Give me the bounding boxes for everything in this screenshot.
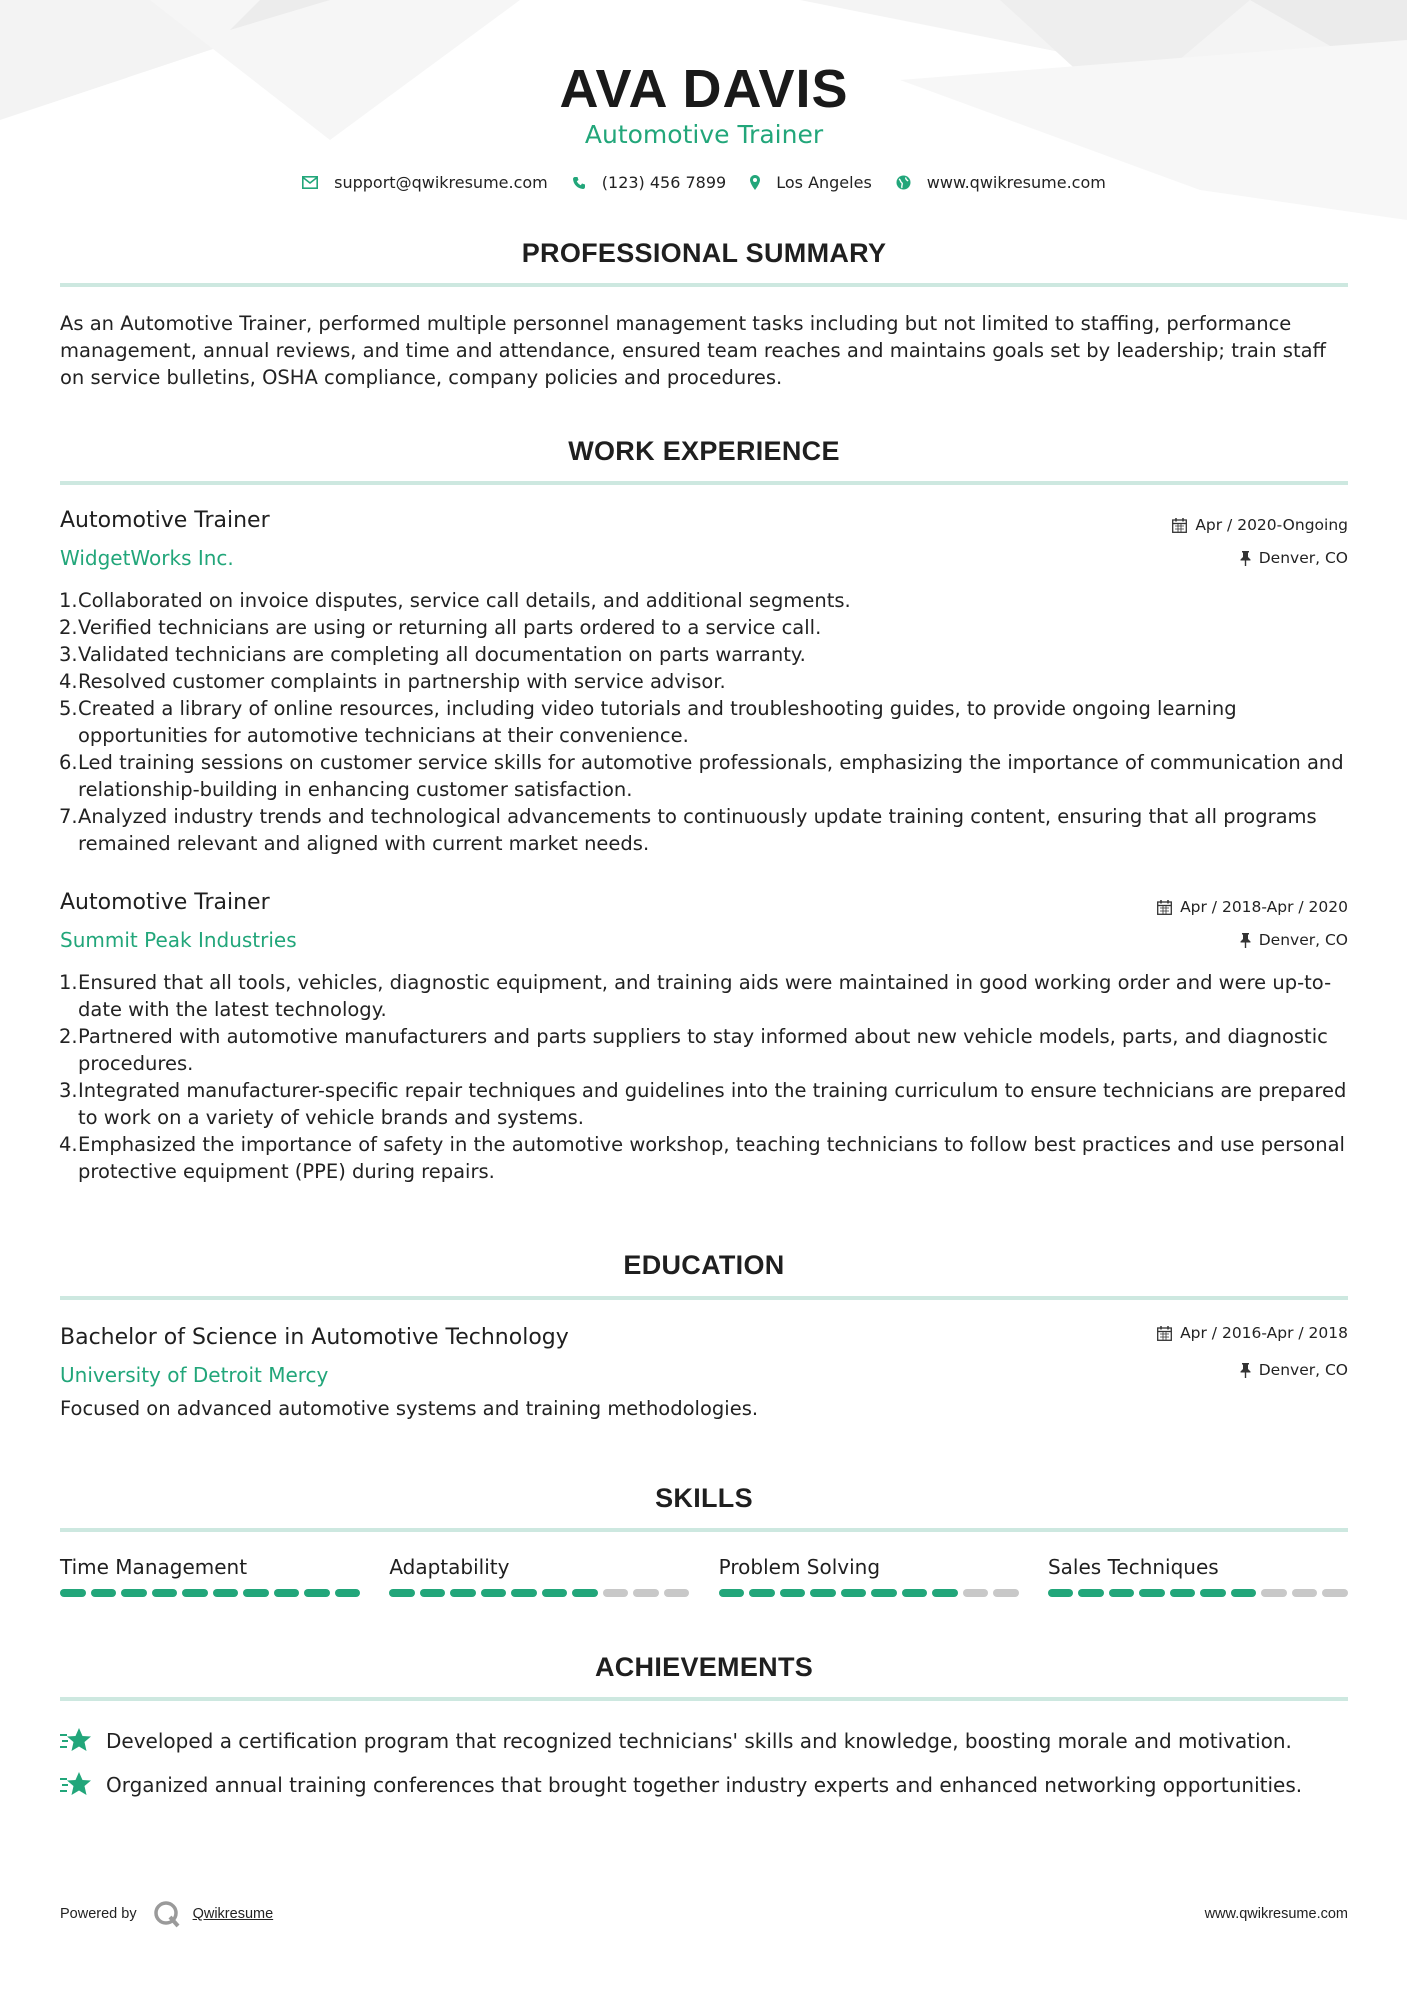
star-icon [60, 1727, 92, 1755]
skill-name: Time Management [60, 1555, 248, 1579]
list-item: Created a library of online resources, including video tutorials and troubleshooting guides, to provide ongoing learning opportunities for automotive technicians at their convenience. [78, 697, 1237, 747]
skill-segment-filled [481, 1589, 507, 1597]
skill-segment-filled [719, 1589, 745, 1597]
achievement-item [60, 1726, 1348, 1756]
list-item: Verified technicians are using or returning all parts ordered to a service call. [78, 616, 822, 639]
skill-segment-filled [1139, 1589, 1165, 1597]
education-description: Focused on advanced automotive systems and training methodologies. [60, 1397, 759, 1420]
achievement-item [60, 1770, 1348, 1800]
skill-level-bar [719, 1589, 1019, 1597]
location-text: Denver, CO [1258, 549, 1348, 567]
skill-segment-filled [511, 1589, 537, 1597]
qwikresume-link[interactable]: Qwikresume [192, 1906, 274, 1922]
skill-segment-empty [664, 1589, 690, 1597]
skill-name: Sales Techniques [1047, 1555, 1219, 1579]
footer-website[interactable]: www.qwikresume.com [1204, 1906, 1348, 1922]
location-text: Denver, CO [1258, 1361, 1348, 1379]
experience-heading: WORK EXPERIENCE [568, 436, 840, 466]
powered-by-label: Powered by [60, 1906, 137, 1922]
achievement-text: Developed a certification program that recognized technicians' skills and knowledge, boosting morale and motivation. [106, 1729, 1292, 1753]
list-item: Resolved customer complaints in partnership with service advisor. [78, 670, 726, 693]
skill-item [719, 1555, 1019, 1597]
achievements-heading: ACHIEVEMENTS [594, 1652, 814, 1682]
location-text: Denver, CO [1258, 931, 1348, 949]
skill-item [60, 1555, 360, 1597]
skill-item [389, 1555, 689, 1597]
globe-icon [896, 175, 911, 190]
candidate-name: AVA DAVIS [559, 59, 849, 119]
skill-segment-filled [810, 1589, 836, 1597]
skill-segment-empty [1261, 1589, 1287, 1597]
pushpin-icon [1240, 551, 1251, 566]
contact-website[interactable] [896, 173, 1106, 192]
section-divider [60, 1296, 1348, 1300]
summary-text: As an Automotive Trainer, performed multiple personnel management tasks including but not limited to staffing, performance management, annual reviews, and time and attendance, ensured team reaches and maintains goals set by leadership; train staff on service bulletins, OSHA compliance, company policies and procedures. [60, 312, 1326, 389]
skill-segment-empty [1292, 1589, 1318, 1597]
education-dates [1157, 1324, 1348, 1342]
section-divider [60, 481, 1348, 485]
skill-segment-filled [542, 1589, 568, 1597]
map-pin-icon [750, 175, 760, 190]
list-item: Integrated manufacturer-specific repair techniques and guidelines into the training curriculum to ensure technicians are prepared to work on a variety of vehicle brands and systems. [78, 1079, 1347, 1129]
job-title: Automotive Trainer [60, 508, 270, 533]
skill-segment-filled [91, 1589, 117, 1597]
skills-list [60, 1555, 1348, 1597]
job-bullets [60, 587, 1348, 857]
section-divider [60, 283, 1348, 287]
skill-segment-filled [932, 1589, 958, 1597]
skill-segment-filled [902, 1589, 928, 1597]
skill-segment-filled [304, 1589, 330, 1597]
skill-segment-filled [420, 1589, 446, 1597]
skill-segment-filled [450, 1589, 476, 1597]
skill-name: Adaptability [389, 1555, 510, 1579]
skill-segment-empty [963, 1589, 989, 1597]
skill-segment-filled [389, 1589, 415, 1597]
dates-text: Apr / 2020-Ongoing [1195, 516, 1348, 534]
list-item: Led training sessions on customer service skills for automotive professionals, emphasizing the importance of communication and relationship-building in enhancing customer satisfaction. [78, 751, 1344, 801]
skill-segment-filled [243, 1589, 269, 1597]
email-text: support@qwikresume.com [334, 173, 548, 192]
skill-segment-filled [871, 1589, 897, 1597]
contact-phone[interactable] [572, 173, 726, 192]
website-text: www.qwikresume.com [926, 173, 1106, 192]
contact-row [60, 173, 1348, 192]
calendar-icon [1172, 518, 1187, 533]
qwikresume-logo-icon [153, 1900, 181, 1928]
candidate-title: Automotive Trainer [584, 120, 824, 149]
section-divider [60, 1528, 1348, 1532]
phone-text: (123) 456 7899 [601, 173, 727, 192]
job-location [1240, 549, 1348, 567]
skill-segment-filled [749, 1589, 775, 1597]
contact-location [750, 173, 872, 192]
skill-segment-filled [1231, 1589, 1257, 1597]
degree-title: Bachelor of Science in Automotive Technology [60, 1325, 569, 1350]
education-heading: EDUCATION [623, 1250, 785, 1280]
company-name: Summit Peak Industries [60, 928, 297, 952]
skill-segment-filled [60, 1589, 86, 1597]
location-text: Los Angeles [776, 173, 872, 192]
pushpin-icon [1240, 933, 1251, 948]
job-bullets [60, 969, 1348, 1185]
list-item: Analyzed industry trends and technological advancements to continuously update training content, ensuring that all programs remained relevant and aligned with current market needs. [78, 805, 1317, 855]
section-divider [60, 1697, 1348, 1701]
list-item: Ensured that all tools, vehicles, diagnostic equipment, and training aids were maintained in good working order and were up-to-date with the latest technology. [78, 971, 1332, 1021]
list-item: Partnered with automotive manufacturers and parts suppliers to stay informed about new vehicle models, parts, and diagnostic procedures. [78, 1025, 1328, 1075]
skill-segment-filled [572, 1589, 598, 1597]
skill-segment-filled [1200, 1589, 1226, 1597]
skill-segment-filled [1109, 1589, 1135, 1597]
skill-segment-filled [182, 1589, 208, 1597]
skill-segment-empty [633, 1589, 659, 1597]
skill-segment-filled [121, 1589, 147, 1597]
achievement-text: Organized annual training conferences that brought together industry experts and enhanced networking opportunities. [106, 1773, 1303, 1797]
job-dates [1172, 516, 1348, 534]
skill-segment-filled [335, 1589, 361, 1597]
contact-email[interactable] [302, 173, 548, 192]
skill-segment-filled [152, 1589, 178, 1597]
skill-item [1048, 1555, 1348, 1597]
skill-segment-filled [1048, 1589, 1074, 1597]
envelope-icon [302, 176, 318, 189]
skills-heading: SKILLS [655, 1483, 753, 1513]
calendar-icon [1157, 1326, 1172, 1341]
skill-segment-filled [780, 1589, 806, 1597]
star-icon [60, 1771, 92, 1799]
school-name: University of Detroit Mercy [60, 1363, 329, 1387]
skill-segment-filled [274, 1589, 300, 1597]
company-name: WidgetWorks Inc. [60, 546, 234, 570]
achievements-list [60, 1726, 1348, 1814]
skill-segment-empty [603, 1589, 629, 1597]
list-item: Validated technicians are completing all documentation on parts warranty. [78, 643, 806, 666]
skill-segment-filled [213, 1589, 239, 1597]
skill-level-bar [1048, 1589, 1348, 1597]
skill-level-bar [60, 1589, 360, 1597]
summary-heading: PROFESSIONAL SUMMARY [521, 238, 887, 268]
phone-icon [572, 176, 586, 190]
skill-segment-filled [1078, 1589, 1104, 1597]
skill-segment-empty [1322, 1589, 1348, 1597]
skill-segment-empty [993, 1589, 1019, 1597]
dates-text: Apr / 2016-Apr / 2018 [1180, 1324, 1348, 1342]
calendar-icon [1157, 900, 1172, 915]
dates-text: Apr / 2018-Apr / 2020 [1180, 898, 1348, 916]
list-item: Collaborated on invoice disputes, service call details, and additional segments. [78, 589, 851, 612]
job-dates [1157, 898, 1348, 916]
job-location [1240, 931, 1348, 949]
skill-level-bar [389, 1589, 689, 1597]
skill-segment-filled [1170, 1589, 1196, 1597]
education-location [1240, 1361, 1348, 1379]
pushpin-icon [1240, 1363, 1251, 1378]
skill-name: Problem Solving [718, 1555, 881, 1579]
list-item: Emphasized the importance of safety in the automotive workshop, teaching technicians to follow best practices and use personal protective equipment (PPE) during repairs. [78, 1133, 1345, 1183]
skill-segment-filled [841, 1589, 867, 1597]
job-title: Automotive Trainer [60, 890, 270, 915]
footer-branding [60, 1900, 273, 1928]
